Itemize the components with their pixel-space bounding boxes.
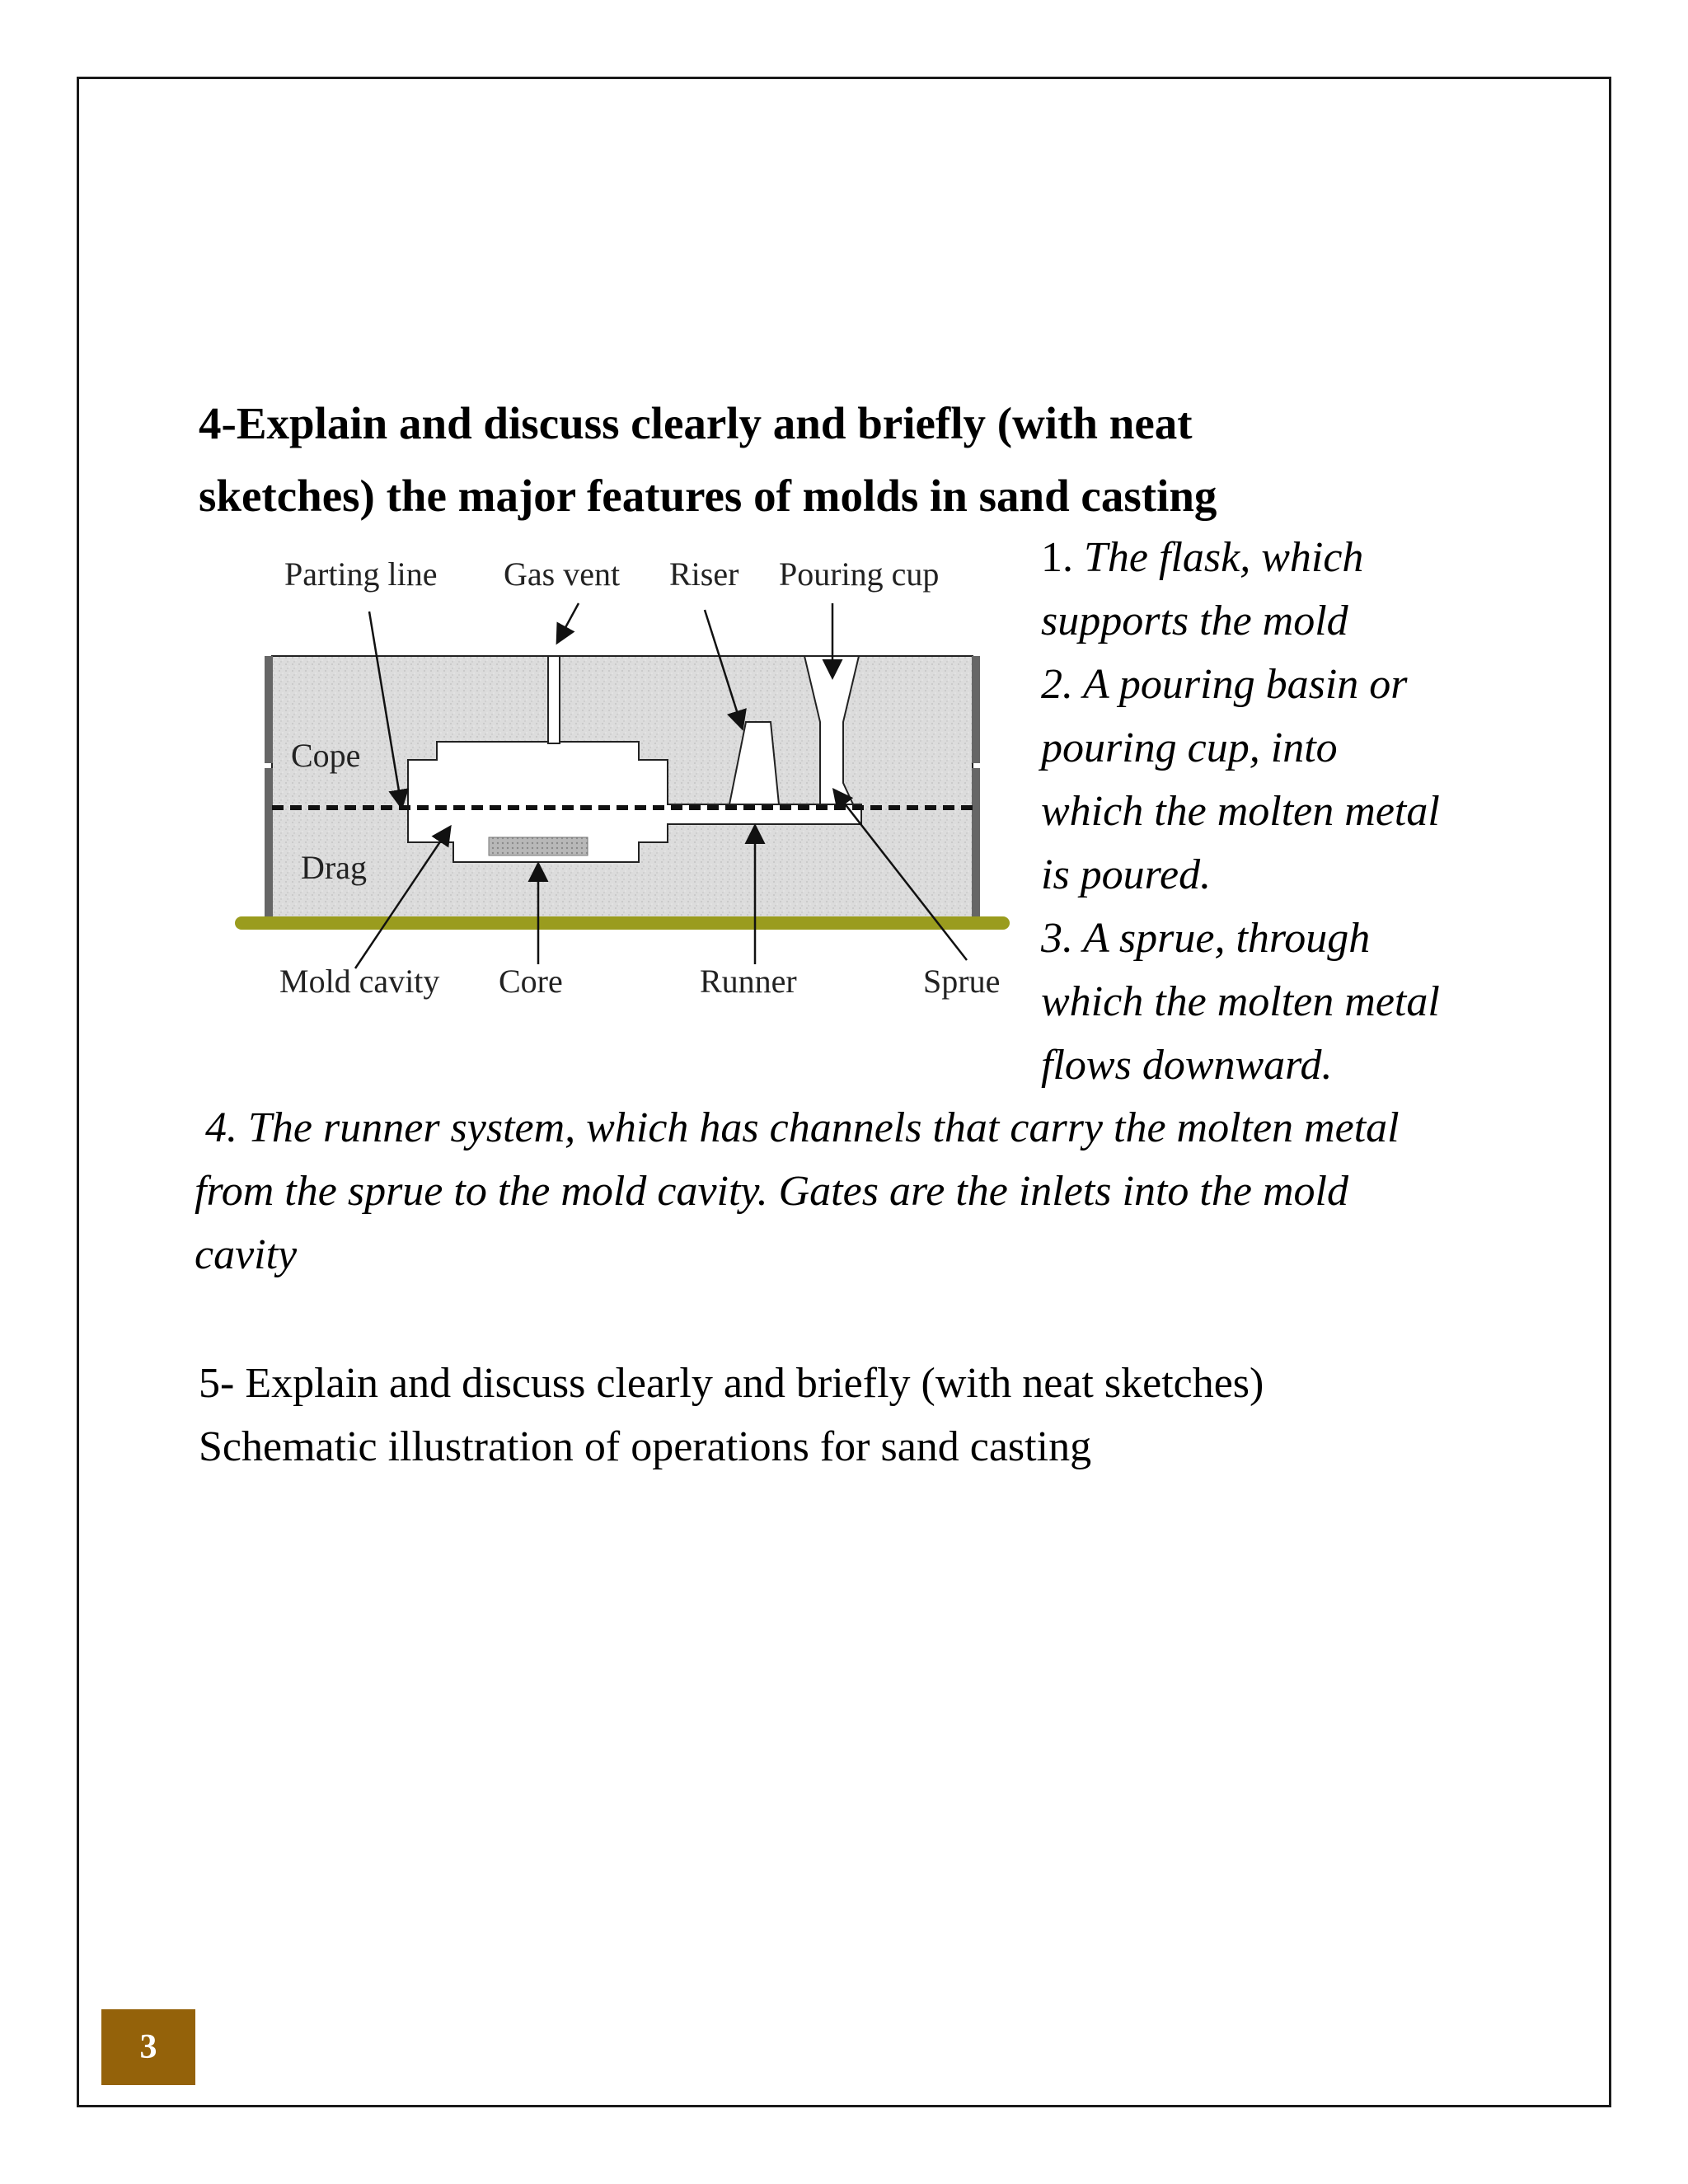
feature-4-line-3: cavity (195, 1231, 298, 1278)
feature-3-line-1: 3. A sprue, through (1041, 915, 1371, 962)
heading-line-1: 4-Explain and discuss clearly and briefly (with neat (199, 398, 1193, 448)
label-pouring-cup: Pouring cup (779, 555, 940, 593)
feature-1-line-2: supports the mold (1041, 598, 1348, 644)
label-cope: Cope (291, 737, 361, 774)
label-gas-vent: Gas vent (504, 555, 621, 593)
mold-features-list (1041, 526, 1536, 1097)
flask-left-wall (265, 656, 273, 763)
feature-1-line-1 (1041, 526, 1536, 589)
feature-1-text: The flask, which (1084, 534, 1364, 581)
label-riser: Riser (669, 555, 739, 593)
question-5 (199, 1352, 1517, 1479)
feature-3-line-2: which the molten metal (1041, 978, 1440, 1025)
core-shape (489, 837, 588, 855)
sand-mold-diagram (218, 544, 1022, 1038)
feature-4-line-1: 4. The runner system, which has channels that carry the molten metal (195, 1104, 1400, 1151)
label-sprue: Sprue (923, 963, 1001, 1000)
question-5-line-1: 5- Explain and discuss clearly and briefly (with neat sketches) (199, 1360, 1264, 1407)
arrow-gas-vent (558, 603, 579, 641)
label-runner: Runner (700, 963, 797, 1000)
feature-4-line-2: from the sprue to the mold cavity. Gates are the inlets into the mold (195, 1168, 1348, 1215)
feature-3-line-3: flows downward. (1041, 1042, 1333, 1089)
feature-2-line-3: which the molten metal (1041, 788, 1440, 835)
label-core: Core (499, 963, 563, 1000)
question-4-heading (199, 387, 1435, 532)
label-parting-line: Parting line (284, 555, 438, 593)
flask-right-wall (972, 656, 980, 763)
heading-line-2: sketches) the major features of molds in sand casting (199, 471, 1217, 521)
label-mold-cavity: Mold cavity (279, 963, 440, 1000)
page-number-badge: 3 (101, 2009, 195, 2085)
feature-1-number: 1. (1041, 534, 1073, 581)
flask-right-wall-drag (972, 768, 980, 920)
feature-4-paragraph (195, 1096, 1480, 1286)
feature-2-line-1: 2. A pouring basin or (1041, 661, 1408, 708)
feature-2-line-4: is poured. (1041, 851, 1212, 898)
feature-2-line-2: pouring cup, into (1041, 724, 1338, 771)
gas-vent-shape (548, 656, 560, 743)
base-plate (235, 916, 1010, 930)
flask-left-wall-drag (265, 768, 273, 920)
label-drag: Drag (301, 849, 367, 886)
question-5-line-2: Schematic illustration of operations for sand casting (199, 1423, 1092, 1470)
